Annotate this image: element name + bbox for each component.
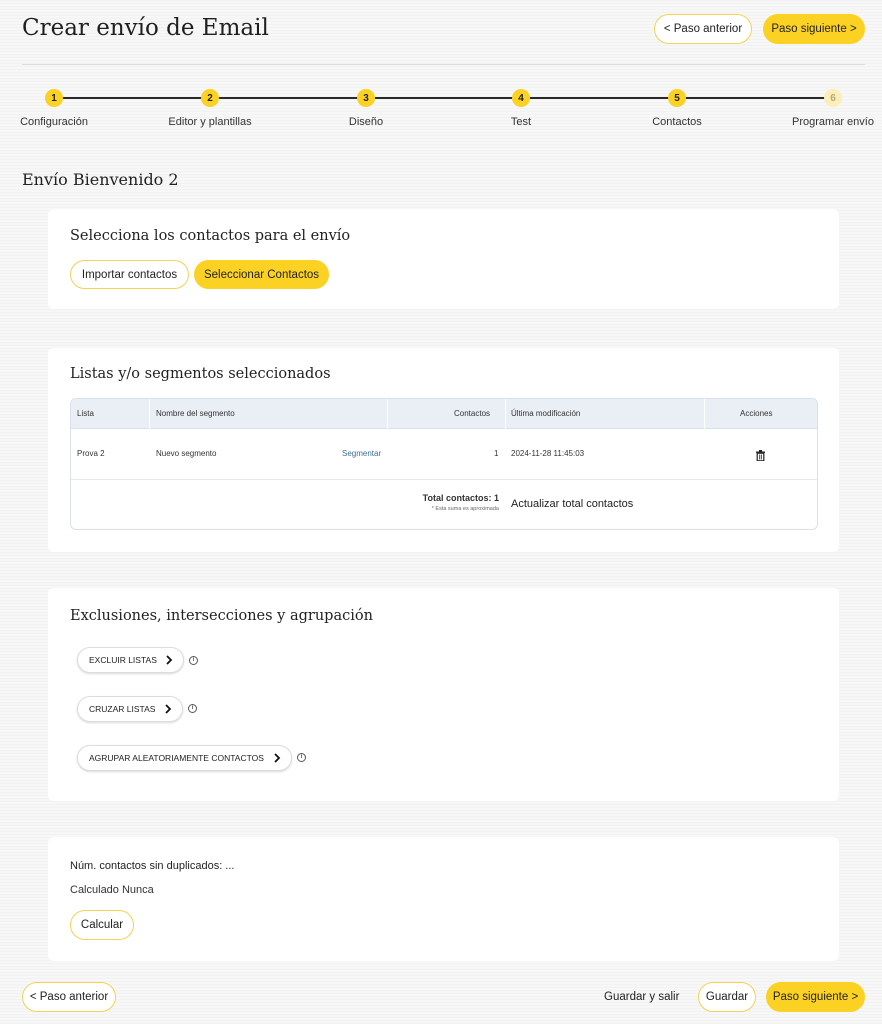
- chevron-right-icon: [164, 704, 172, 714]
- exclusions-card: [48, 588, 839, 801]
- step-4-label[interactable]: Test: [510, 116, 532, 128]
- dedupe-card: [48, 837, 839, 961]
- prev-step-button-top[interactable]: < Paso anterior: [654, 14, 752, 44]
- step-3-label[interactable]: Diseño: [348, 116, 384, 128]
- prev-step-button-bottom[interactable]: < Paso anterior: [22, 982, 116, 1012]
- table-header: [71, 399, 817, 429]
- step-2-label[interactable]: Editor y plantillas: [168, 116, 252, 128]
- cross-lists-button[interactable]: [77, 696, 183, 722]
- dedupe-status: Calculado Nunca: [70, 884, 154, 896]
- send-name: Envío Bienvenido 2: [22, 170, 179, 189]
- select-contacts-card: [48, 209, 839, 309]
- select-contacts-button[interactable]: Seleccionar Contactos: [194, 260, 329, 289]
- col-contacts: Contactos: [454, 409, 491, 418]
- save-button[interactable]: Guardar: [698, 982, 756, 1012]
- col-list: Lista: [77, 409, 94, 418]
- row-contacts: 1: [494, 449, 499, 458]
- exclude-lists-label: EXCLUIR LISTAS: [89, 655, 157, 665]
- col-segment: Nombre del segmento: [156, 409, 235, 418]
- chevron-right-icon: [273, 753, 281, 763]
- col-divider: [387, 399, 388, 429]
- stepper-line: [54, 97, 834, 99]
- lists-title: Listas y/o segmentos seleccionados: [70, 366, 331, 382]
- segment-link[interactable]: Segmentar: [342, 449, 382, 458]
- exclude-lists-button[interactable]: [77, 647, 184, 673]
- col-divider: [149, 399, 150, 429]
- trash-icon[interactable]: [756, 448, 765, 459]
- cross-lists-label: CRUZAR LISTAS: [89, 704, 156, 714]
- step-5-circle[interactable]: 5: [668, 89, 686, 107]
- row-modified: 2024-11-28 11:45:03: [511, 449, 585, 458]
- info-icon[interactable]: i: [297, 753, 306, 762]
- row-list-name: Prova 2: [77, 449, 105, 458]
- group-contacts-button[interactable]: [77, 745, 292, 771]
- dedupe-title: Núm. contactos sin duplicados: ...: [70, 860, 235, 872]
- lists-card: [48, 348, 839, 552]
- row-divider: [71, 479, 817, 480]
- col-modified: Última modificación: [511, 409, 581, 418]
- row-segment-name: Nuevo segmento: [156, 449, 217, 458]
- total-contacts: Total contactos: 1: [422, 493, 499, 503]
- header-divider: [22, 64, 865, 65]
- step-1-label[interactable]: Configuración: [20, 116, 88, 128]
- step-3-circle[interactable]: 3: [357, 89, 375, 107]
- col-actions: Acciones: [740, 409, 773, 418]
- step-1-circle[interactable]: 1: [45, 89, 63, 107]
- info-icon[interactable]: i: [188, 704, 197, 713]
- next-step-button-bottom[interactable]: Paso siguiente >: [766, 982, 865, 1012]
- calculate-button[interactable]: Calcular: [70, 910, 134, 940]
- page-title: Crear envío de Email: [22, 15, 269, 41]
- step-6-label: Programar envío: [792, 116, 874, 128]
- col-divider: [505, 399, 506, 429]
- step-5-label[interactable]: Contactos: [652, 116, 702, 128]
- step-4-circle[interactable]: 4: [512, 89, 530, 107]
- update-total-link[interactable]: Actualizar total contactos: [511, 498, 634, 510]
- col-divider: [704, 399, 705, 429]
- group-contacts-label: AGRUPAR ALEATORIAMENTE CONTACTOS: [89, 753, 264, 763]
- step-2-circle[interactable]: 2: [201, 89, 219, 107]
- total-note: * Esta suma es aproximada: [431, 506, 499, 512]
- info-icon[interactable]: i: [189, 656, 198, 665]
- import-contacts-button[interactable]: Importar contactos: [70, 260, 189, 289]
- lists-table: [70, 398, 818, 530]
- select-contacts-title: Selecciona los contactos para el envío: [70, 228, 351, 244]
- step-6-circle: 6: [824, 89, 842, 107]
- exclusions-title: Exclusiones, intersecciones y agrupación: [70, 608, 373, 624]
- save-and-exit-link[interactable]: Guardar y salir: [604, 991, 680, 1003]
- chevron-right-icon: [165, 655, 173, 665]
- next-step-button-top[interactable]: Paso siguiente >: [763, 14, 865, 44]
